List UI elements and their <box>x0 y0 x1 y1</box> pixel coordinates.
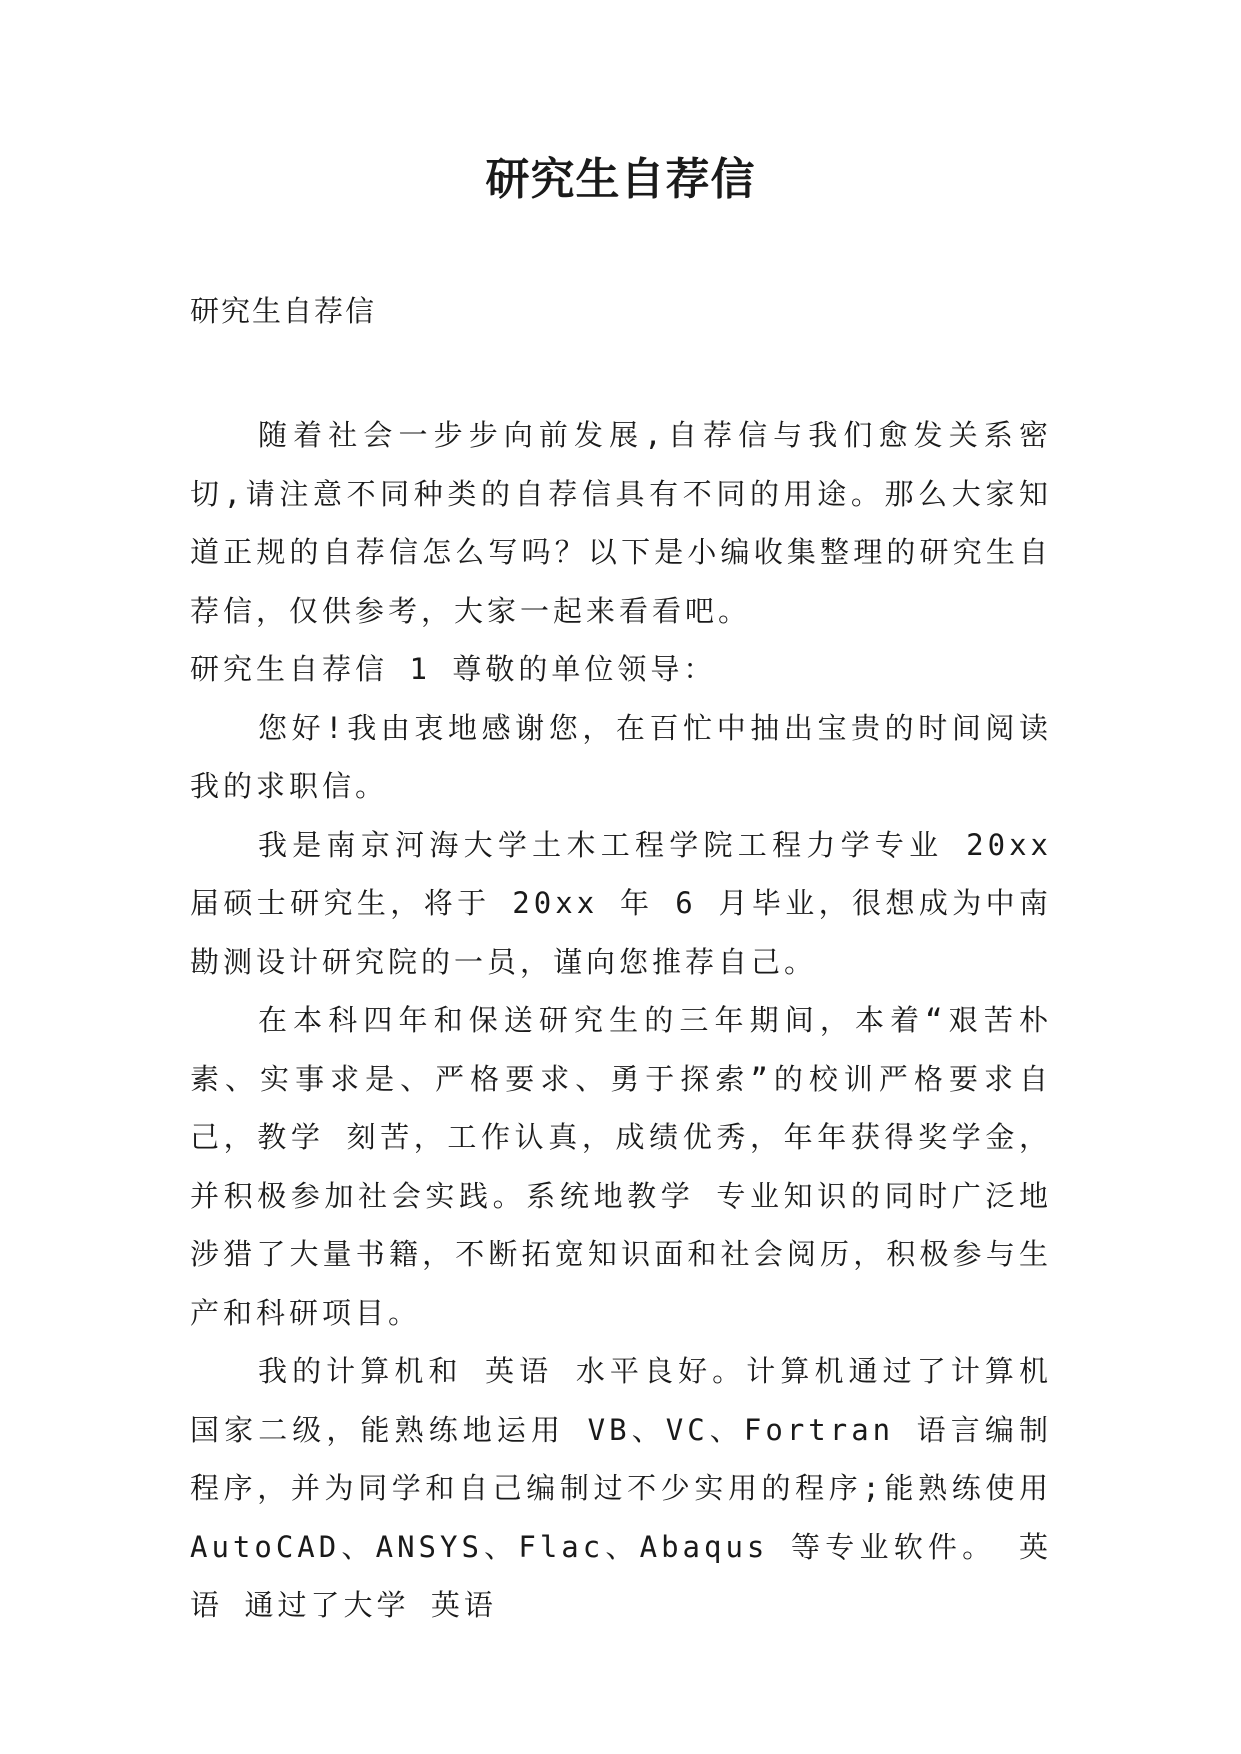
skills-paragraph: 我的计算机和 英语 水平良好。计算机通过了计算机国家二级，能熟练地运用 VB、VC、Fortran 语言编制程序，并为同学和自己编制过不少实用的程序;能熟练使用 AutoCAD、ANSYS、Flac、Abaqus 等专业软件。 英语 通过了大学 英语 <box>190 1354 1052 1622</box>
document-subtitle: 研究生自荐信 <box>190 294 377 328</box>
self-introduction-paragraph: 我是南京河海大学土木工程学院工程力学专业 20xx 届硕士研究生，将于 20xx 年 6 月毕业，很想成为中南勘测设计研究院的一员，谨向您推荐自己。 <box>190 827 1052 979</box>
intro-paragraph: 随着社会一步步向前发展,自荐信与我们愈发关系密切,请注意不同种类的自荐信具有不同的用途。那么大家知道正规的自荐信怎么写吗？以下是小编收集整理的研究生自荐信，仅供参考，大家一起来看看吧。 <box>190 418 1052 628</box>
greeting-paragraph: 您好!我由衷地感谢您，在百忙中抽出宝贵的时间阅读我的求职信。 <box>190 710 1052 803</box>
document-body <box>190 406 1052 1635</box>
study-experience-paragraph: 在本科四年和保送研究生的三年期间，本着“艰苦朴素、实事求是、严格要求、勇于探索”的校训严格要求自己，教学 刻苦，工作认真，成绩优秀，年年获得奖学金，并积极参加社会实践。系统地教学 专业知识的同时广泛地涉猎了大量书籍，不断拓宽知识面和社会阅历，积极参与生产和科研项目。 <box>190 1003 1052 1330</box>
letter-heading: 研究生自荐信 1 尊敬的单位领导： <box>190 652 717 686</box>
document-title: 研究生自荐信 <box>485 154 756 205</box>
